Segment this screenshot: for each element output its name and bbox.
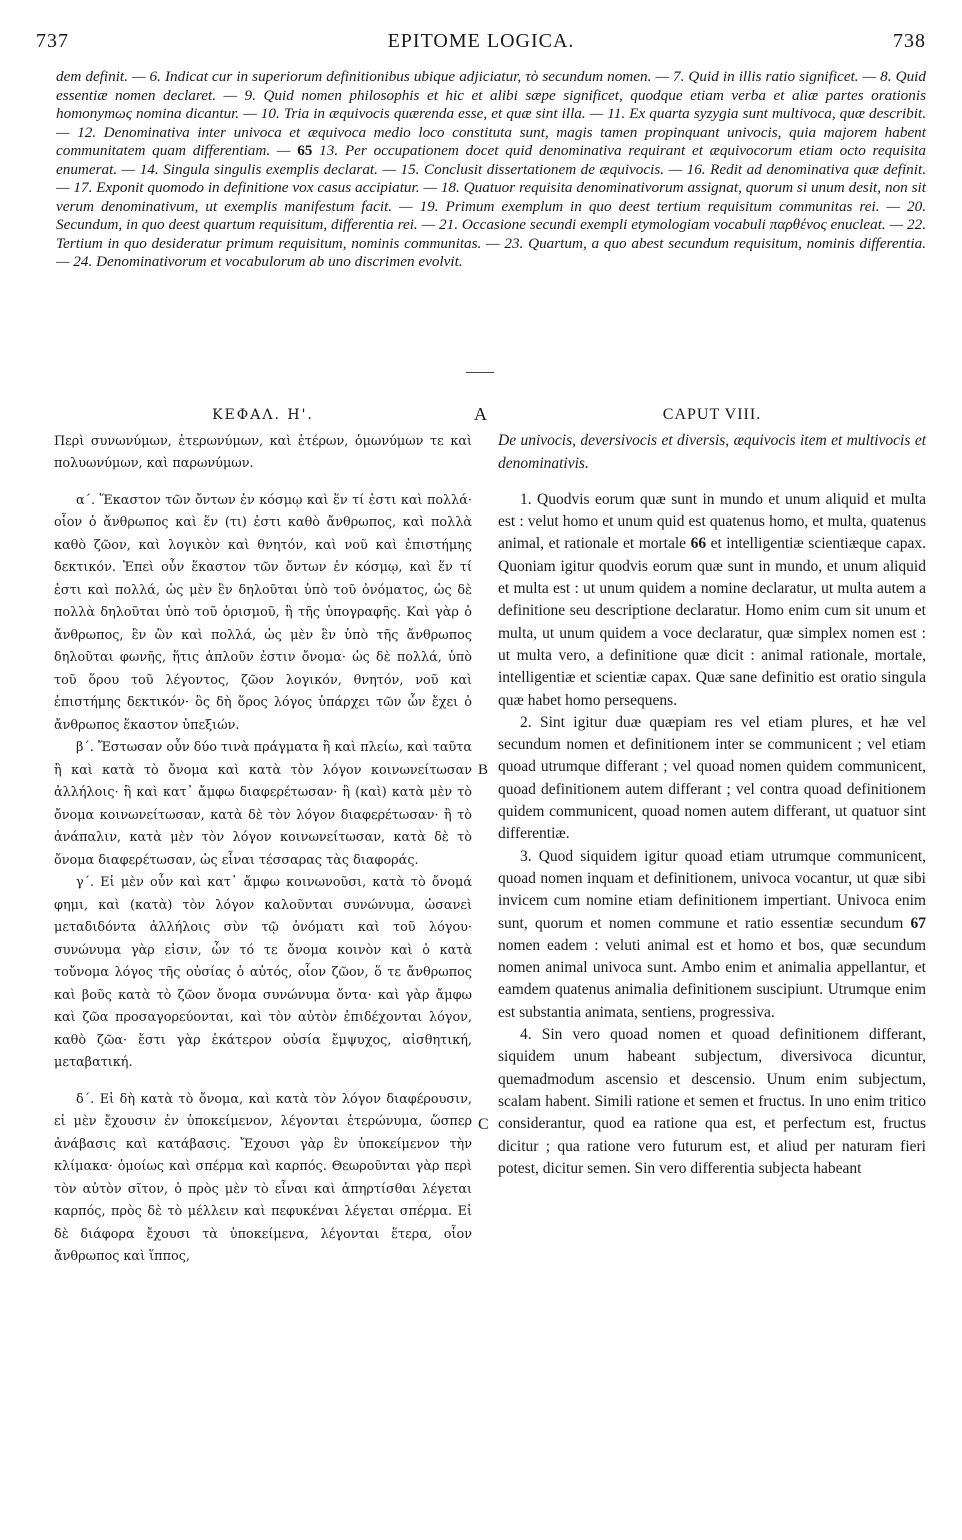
page-number-left: 737 [36, 30, 69, 52]
summary-text-continued: 13. Per occupationem docet quid denominativa requirant et æquivocorum etiam octo requisita enumerat. — 14. Singula singulis exemplis declarat. — 15. Conclusit dissertationem de æquivocis. — 16. Redit ad denominativa quæ definit. — 17. Exponit quomodo in definitione vox casus accipiatur. — 18. Quatuor requisita denominativorum assignat, quorum si unum desit, non sit verum denominativum, ut exemplis manifestum facit. — 19. Primum exemplum in quo deest tertium requisitum communitas rei. — 20. Secundum, in quo deest quartum requisitum, differentia rei. — 21. Occasione secundi exempli etymologiam vocabuli παρθένος enucleat. — 22. Tertium in quo desideratur primum requisitum, nominis communitas. — 23. Quartum, a quo abest secundum requisitum, nominis differentia. — 24. Denominativorum et vocabulorum ab uno discrimen evolvit. [56, 142, 926, 270]
greek-chapter-heading: ΚΕΦΑΛ. Η'. [212, 407, 314, 423]
column-ref-67: 67 [910, 914, 926, 932]
latin-chapter-subtitle: De univocis, deversivocis et diversis, æquivocis item et multivocis et denominativis. [498, 432, 926, 472]
running-title: EPITOME LOGICA. [387, 30, 575, 52]
latin-paragraph-3: 3. Quod siquidem igitur quoad etiam utrumque communicent, quoad nomen inquam et definitionem, univoca vocantur, ut quæ sibi invicem cum nomine etiam definitionem impertiant. Univoca enim sunt, quorum et nomen commune et ratio essentiæ secundum 67 nomen eadem : veluti animal est et homo et bos, quæ secundum nomen animal univoca sunt. Ambo enim et animalia appellantur, et eamdem quatenus animalia definitionem suscipiunt. Utrumque enim est substantia animata, sentiens, progressiva. [498, 847, 926, 1021]
latin-column [498, 404, 926, 1180]
column-ref: 65 [297, 142, 313, 159]
margin-marker-b: B [478, 762, 489, 778]
summary-text: dem definit. — 6. Indicat cur in superiorum definitionibus ubique adjiciatur, τὸ secundum nomen. — 7. Quid in illis ratio significet. — 8. Quid essentiæ nomen declaret. — 9. Quid nomen philosophis et hic et alibi sæpe significet, quodque etiam verba et aliæ partes orationis homonymως nomina dicantur. — 10. Tria in æquivocis quærenda esse, et quæ sint illa. — 11. Ex quarta syzygia sunt multivoca, quæ describit. — 12. Denominativa inter univoca et æquivoca medio loco constituta sunt, magis tamen propinquant univocis, quia majorem habent communitatem quam differentiam. — [56, 68, 926, 159]
latin-paragraph-4: 4. Sin vero quoad nomen et quoad definitionem differant, siquidem unum habeant subjectum, diversivoca dicuntur, quemadmodum ascensio et descensio. Unum enim subjectum, scalam habent. Simili ratione et semen et fructus. In uno enim tritico considerantur, quod ea ratione qua est, et perfectum est, fructus dicitur ; qua ratione vero futurum est, et aliud per naturam fieri potest, dicitur semen. Sin vero differentia subjecta habeant [498, 1026, 926, 1177]
latin-paragraph-1: 1. Quodvis eorum quæ sunt in mundo et unum aliquid et multa est : velut homo et unum quid est quatenus homo, et multa, quatenus animal, et rationale et mortale 66 et intelligentiæ scientiæque capax. Quoniam igitur quodvis eorum quæ sunt in mundo, et unum aliquid et multa est : ut unum quidem a nomine declaratur, ut multa autem a definitione seu descriptione declaratur. Homo enim cum sit unum et multa, ut unum quidem a voce declaratur, quæ simplex nomen est : ut multa vero, a definitione quæ dicit : animal rationale, mortale, intelligentiæ et scientiæ capax. Quæ sane definitio est oratio singula quæ habet homo persequens. [498, 490, 926, 709]
greek-paragraph-1: α΄. Ἕκαστον τῶν ὄντων ἐν κόσμῳ καὶ ἕν τί ἐστι καὶ πολλά· οἷον ὁ ἄνθρωπος καὶ ἕν (τι) ἐστι καθὸ ἄνθρωπος, καὶ πολλὰ καθὸ ζῶον, καὶ λογικὸν καὶ θνητόν, καὶ νοῦ καὶ ἐπιστήμης δεκτικόν. Ἐπεὶ οὖν ἕκαστον τῶν ὄντων ἐν κόσμῳ, καὶ ἕν τί ἐστι καὶ πολλά, ὡς μὲν ἓν δηλοῦται ὑπὸ τοῦ ὀνόματος, ὡς δὲ πολλὰ δηλοῦται ὑπὸ τοῦ ὁρισμοῦ, ἢ τῆς ὑπογραφῆς. Καὶ γὰρ ὁ ἄνθρωπος, ἓν ὢν καὶ πολλά, ὡς μὲν ἓν ὑπὸ τῆς ἄνθρωπος δηλοῦται φωνῆς, ἥτις ἁπλοῦν ἐστιν ὄνομα· ὡς δὲ πολλά, ὑπὸ τοῦ ὅρου τοῦ λέγοντος, ζῶον λογικόν, θνητόν, νοῦ καὶ ἐπιστήμης δεκτικόν· ὃς δὴ ὅρος λόγος ὑπάρχει τῶν ὧν ἔχει ὁ ἄνθρωπος ἕκαστον ὑπεξιών. [54, 492, 472, 733]
chapter-summary [56, 68, 926, 272]
greek-column [54, 404, 472, 1269]
greek-paragraph-4: δ΄. Εἰ δὴ κατὰ τὸ ὄνομα, καὶ κατὰ τὸν λόγον διαφέρουσιν, εἰ μὲν ἔχουσιν ἐν ὑποκείμενον, λέγονται ἑτερώνυμα, ὥσπερ ἀνάβασις καὶ κατάβασις. Ἔχουσι γὰρ ἓν ὑποκείμενον τὴν κλίμακα· ὁμοίως καὶ σπέρμα καὶ καρπός. Θεωροῦνται γὰρ περὶ τὸν αὐτὸν σῖτον, ὁ πρὸς μὲν τὸ εἶναι καὶ ἀπηρτίσθαι λέγεται καρπός, πρὸς δὲ τὸ μέλλειν καὶ πεφυκέναι λέγεται σπέρμα. Εἰ δὲ διάφορα ἔχουσι τὰ ὑποκείμενα, λέγονται ἕτερα, οἷον ἄνθρωπος καὶ ἵππος, [54, 1091, 472, 1264]
margin-marker-a: A [474, 404, 487, 424]
section-divider [466, 372, 494, 373]
greek-chapter-subtitle: Περὶ συνωνύμων, ἑτερωνύμων, καὶ ἑτέρων, ὁμωνύμων τε καὶ πολυωνύμων, καὶ παρωνύμων. [54, 433, 472, 471]
greek-paragraph-3: γ΄. Εἰ μὲν οὖν καὶ κατ᾽ ἄμφω κοινωνοῦσι, κατὰ τὸ ὄνομά φημι, καὶ (κατὰ) τὸν λόγον καλοῦνται συνώνυμα, ὡσανεὶ μεταδιδόντα ἀλλήλοις σὺν τῷ ὀνόματι καὶ τοῦ λόγου· συνώνυμα γὰρ εἰσιν, ὧν τό τε ὄνομα κοινὸν καὶ ὁ κατὰ τοὔνομα λόγος τῆς οὐσίας ὁ αὐτός, οἷον ζῶον, ὅ τε ἄνθρωπος καὶ βοῦς κατὰ τὸ ζῶον ὄνομα συνώνυμα ὄντα· καὶ γὰρ ἄμφω καὶ ζῶα προσαγορεύονται, καὶ τὸν αὐτὸν ἐπιδέχονται λόγον, καθὸ ζῶα· ἔστι γὰρ ἑκάτερον οὐσία ἔμψυχος, αἰσθητική, μεταβατική. [54, 875, 472, 1070]
latin-chapter-heading: CAPUT VIII. [662, 406, 762, 423]
greek-paragraph-2: β΄. Ἔστωσαν οὖν δύο τινὰ πράγματα ἢ καὶ πλείω, καὶ ταῦτα ἢ καὶ κατὰ τὸ ὄνομα καὶ κατὰ τὸν λόγον κοινωνείτωσαν ἀλλήλοις· ἢ καὶ κατ᾽ ἄμφω διαφερέτωσαν· ἢ (καὶ) κατὰ μὲν τὸ ὄνομα κοινωνείτωσαν, κατὰ δὲ τὸν λόγον διαφερέτωσαν· ἢ τὸ ἀνάπαλιν, κατὰ μὲν τὸν λόγον κοινωνείτωσαν, κατὰ δὲ τὸ ὄνομα διαφερέτωσαν, ὡς εἶναι τέσσαρας τὰς διαφοράς. [54, 740, 472, 868]
page-number-right: 738 [893, 30, 926, 52]
margin-marker-c: C [478, 1116, 489, 1133]
running-header [36, 30, 926, 56]
latin-paragraph-2: 2. Sint igitur duæ quæpiam res vel etiam plures, et hæ vel secundum nomen et definitionem inter se communicent ; vel etiam quoad utrumque differant ; vel quoad nomen quidem communicent, quoad definitionem autem differant ; vel contra quoad definitionem quidem communicent, quoad nomen autem differant, ut quatuor sint differentiæ. [498, 713, 926, 843]
column-ref-66: 66 [690, 535, 707, 553]
